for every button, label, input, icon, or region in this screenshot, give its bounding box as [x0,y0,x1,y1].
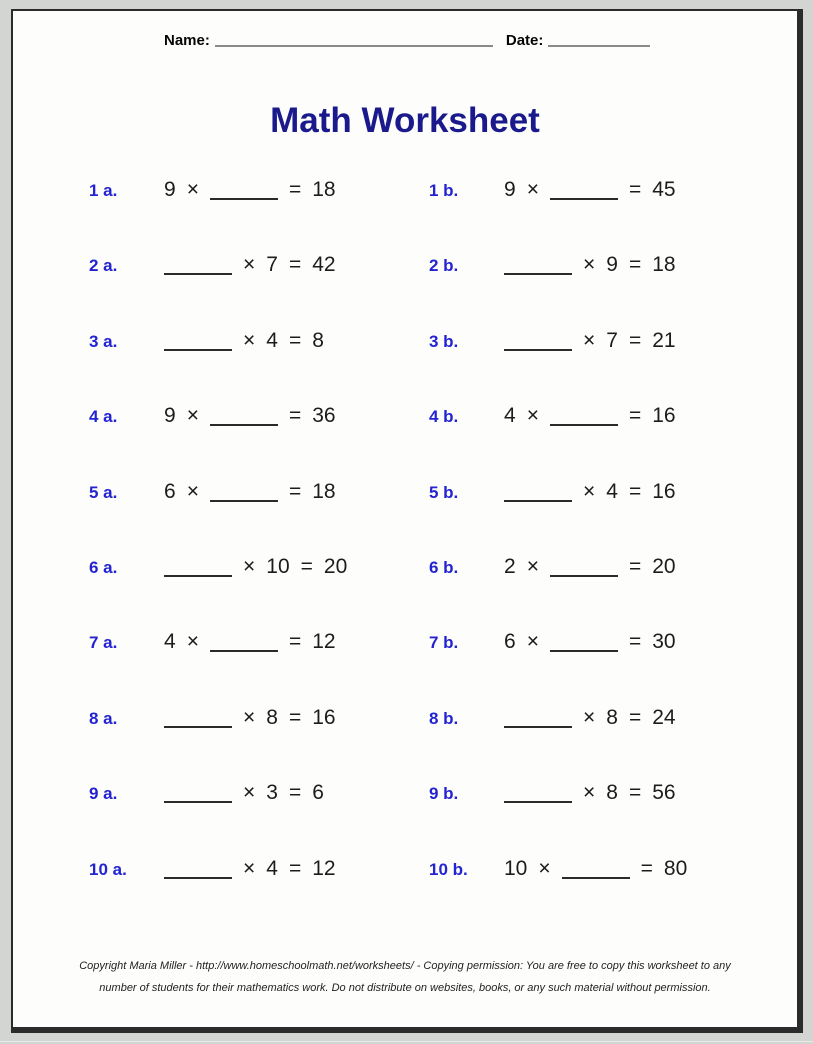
problem-number: 10 b. [429,859,468,879]
expression-token: 18 [652,253,676,277]
expression-token: = [300,554,313,578]
problem-number: 9 b. [429,784,459,804]
problem-row [429,611,769,686]
expression-token: 6 [312,781,324,805]
expression-token: = [628,781,642,805]
problem-number: 10 a. [89,859,127,879]
expression-token: 42 [312,253,336,277]
expression-token: × [243,253,256,277]
expression-token: × [243,705,256,729]
problem-expression [164,461,336,504]
problem-number: 9 a. [89,784,118,804]
problem-number: 5 b. [429,482,459,502]
expression-token: × [186,479,199,503]
expression-token: 45 [652,178,676,201]
problem-expression [164,385,336,428]
problem-expression [504,536,676,579]
problem-number: 8 b. [429,708,459,728]
problem-row [89,461,429,536]
problem-expression [504,687,676,730]
expression-token: × [526,630,539,654]
problem-expression [164,536,347,579]
problem-row [89,159,429,234]
expression-token: 16 [652,479,676,503]
problems-grid [89,159,769,913]
expression-token: 6 [164,479,176,503]
expression-token: = [628,705,642,729]
answer-blank [210,410,278,426]
expression-token: = [288,856,302,880]
expression-token: 4 [266,856,278,880]
problem-expression [504,461,676,504]
expression-token: × [186,404,199,428]
problem-row [429,536,769,611]
expression-token: = [288,479,302,503]
problem-expression [504,310,676,353]
problem-row [89,385,429,460]
problem-number: 5 a. [89,482,118,502]
problem-number: 8 a. [89,708,118,728]
expression-token: 16 [652,404,676,428]
expression-token: = [628,328,642,352]
problem-row [89,536,429,611]
problem-expression [504,838,687,881]
answer-blank [504,486,572,502]
date-label: Date: [505,32,544,49]
expression-token: 80 [663,856,688,880]
problem-expression [164,611,336,654]
problem-expression [164,687,336,730]
expression-token: 7 [266,253,278,277]
problem-expression [164,310,324,353]
expression-token: 3 [266,781,278,805]
expression-token: = [288,328,302,352]
answer-blank [164,712,232,728]
answer-blank [504,259,572,275]
problem-row [429,762,769,837]
bottom-divider [0,1041,813,1042]
problem-expression [164,159,336,202]
problem-expression [504,762,676,805]
expression-token: × [243,554,256,578]
answer-blank [550,410,618,426]
expression-token: 9 [164,404,176,428]
expression-token: 9 [504,178,516,201]
expression-token: 20 [652,554,676,578]
expression-token: 30 [652,630,676,654]
answer-blank [210,486,278,502]
worksheet-page [11,9,803,1033]
problem-row [89,611,429,686]
expression-token: 12 [312,630,336,654]
expression-token: = [288,178,302,201]
problem-row [429,838,769,913]
expression-token: 56 [652,781,676,805]
expression-token: 4 [606,479,618,503]
expression-token: = [628,404,642,428]
answer-blank [164,787,232,803]
expression-token: 8 [312,328,324,352]
problem-number: 6 b. [429,557,459,577]
problem-expression [504,611,676,654]
expression-token: 18 [312,178,336,201]
problem-row [429,385,769,460]
expression-token: 24 [652,705,676,729]
problem-number: 4 b. [429,407,459,427]
expression-token: 9 [164,178,176,201]
problem-row [89,762,429,837]
problem-expression [164,234,336,277]
problem-number: 1 b. [429,181,459,200]
expression-token: × [243,781,256,805]
expression-token: × [186,630,199,654]
problem-number: 6 a. [89,557,118,577]
expression-token: × [583,705,596,729]
expression-token: = [288,705,302,729]
expression-token: 10 [504,856,528,880]
expression-token: 7 [606,328,618,352]
answer-blank [210,636,278,652]
expression-token: × [583,479,596,503]
name-label: Name: [164,32,210,49]
expression-token: 21 [652,328,676,352]
expression-token: 4 [164,630,176,654]
expression-token: × [526,178,539,201]
expression-token: = [288,404,302,428]
name-blank-line [215,33,493,47]
expression-token: = [628,253,642,277]
expression-token: × [186,178,199,201]
expression-token: × [243,328,256,352]
answer-blank [504,787,572,803]
expression-token: 16 [312,705,336,729]
expression-token: 20 [323,554,348,578]
problem-number: 2 b. [429,256,459,276]
expression-token: 2 [504,554,516,578]
answer-blank [550,561,618,577]
problem-row [89,687,429,762]
worksheet-title: Math Worksheet [270,101,540,140]
problem-row [429,310,769,385]
expression-token: 8 [606,781,618,805]
problem-expression [504,234,676,277]
expression-token: 8 [606,705,618,729]
expression-token: 6 [504,630,516,654]
expression-token: 9 [606,253,618,277]
problem-number: 4 a. [89,407,118,427]
problem-row [89,310,429,385]
expression-token: × [526,554,539,578]
expression-token: 10 [266,554,290,578]
answer-blank [562,863,630,879]
problem-number: 7 a. [89,633,118,653]
problem-number: 7 b. [429,633,459,653]
expression-token: 8 [266,705,278,729]
expression-token: = [288,253,302,277]
header-row [164,31,650,49]
expression-token: = [628,479,642,503]
expression-token: × [243,856,256,880]
expression-token: × [538,856,551,880]
expression-token: 18 [312,479,336,503]
expression-token: = [640,856,653,880]
answer-blank [550,636,618,652]
expression-token: = [288,781,302,805]
answer-blank [210,184,278,200]
expression-token: = [628,630,642,654]
problem-number: 2 a. [89,256,118,276]
answer-blank [164,259,232,275]
answer-blank [164,561,232,577]
expression-token: = [628,178,642,201]
expression-token: 36 [312,404,336,428]
problem-number: 3 a. [89,331,118,351]
problem-expression [164,762,324,805]
expression-token: × [526,404,539,428]
answer-blank [504,712,572,728]
copyright-text: Copyright Maria Miller - http://www.homeschoolmath.net/worksheets/ - Copying permission: You are free to copy this worksheet to any number of students for their mathematics work. Do not distribute on websites, books, or any such material without permission. [79,960,731,994]
problem-row [89,234,429,309]
problem-row [429,461,769,536]
answer-blank [550,184,618,200]
problem-number: 1 a. [89,181,118,200]
problem-expression [504,385,676,428]
expression-token: 4 [504,404,516,428]
expression-token: 4 [266,328,278,352]
expression-token: × [583,328,596,352]
expression-token: × [583,781,596,805]
problem-row [429,159,769,234]
problem-expression [504,159,676,202]
expression-token: 12 [312,856,336,880]
answer-blank [164,863,232,879]
problem-row [89,838,429,913]
problem-row [429,234,769,309]
answer-blank [164,335,232,351]
problem-row [429,687,769,762]
problem-number: 3 b. [429,331,459,351]
date-blank-line [548,33,650,47]
expression-token: = [288,630,302,654]
expression-token: × [583,253,596,277]
answer-blank [504,335,572,351]
problem-expression [164,838,336,881]
expression-token: = [628,554,642,578]
